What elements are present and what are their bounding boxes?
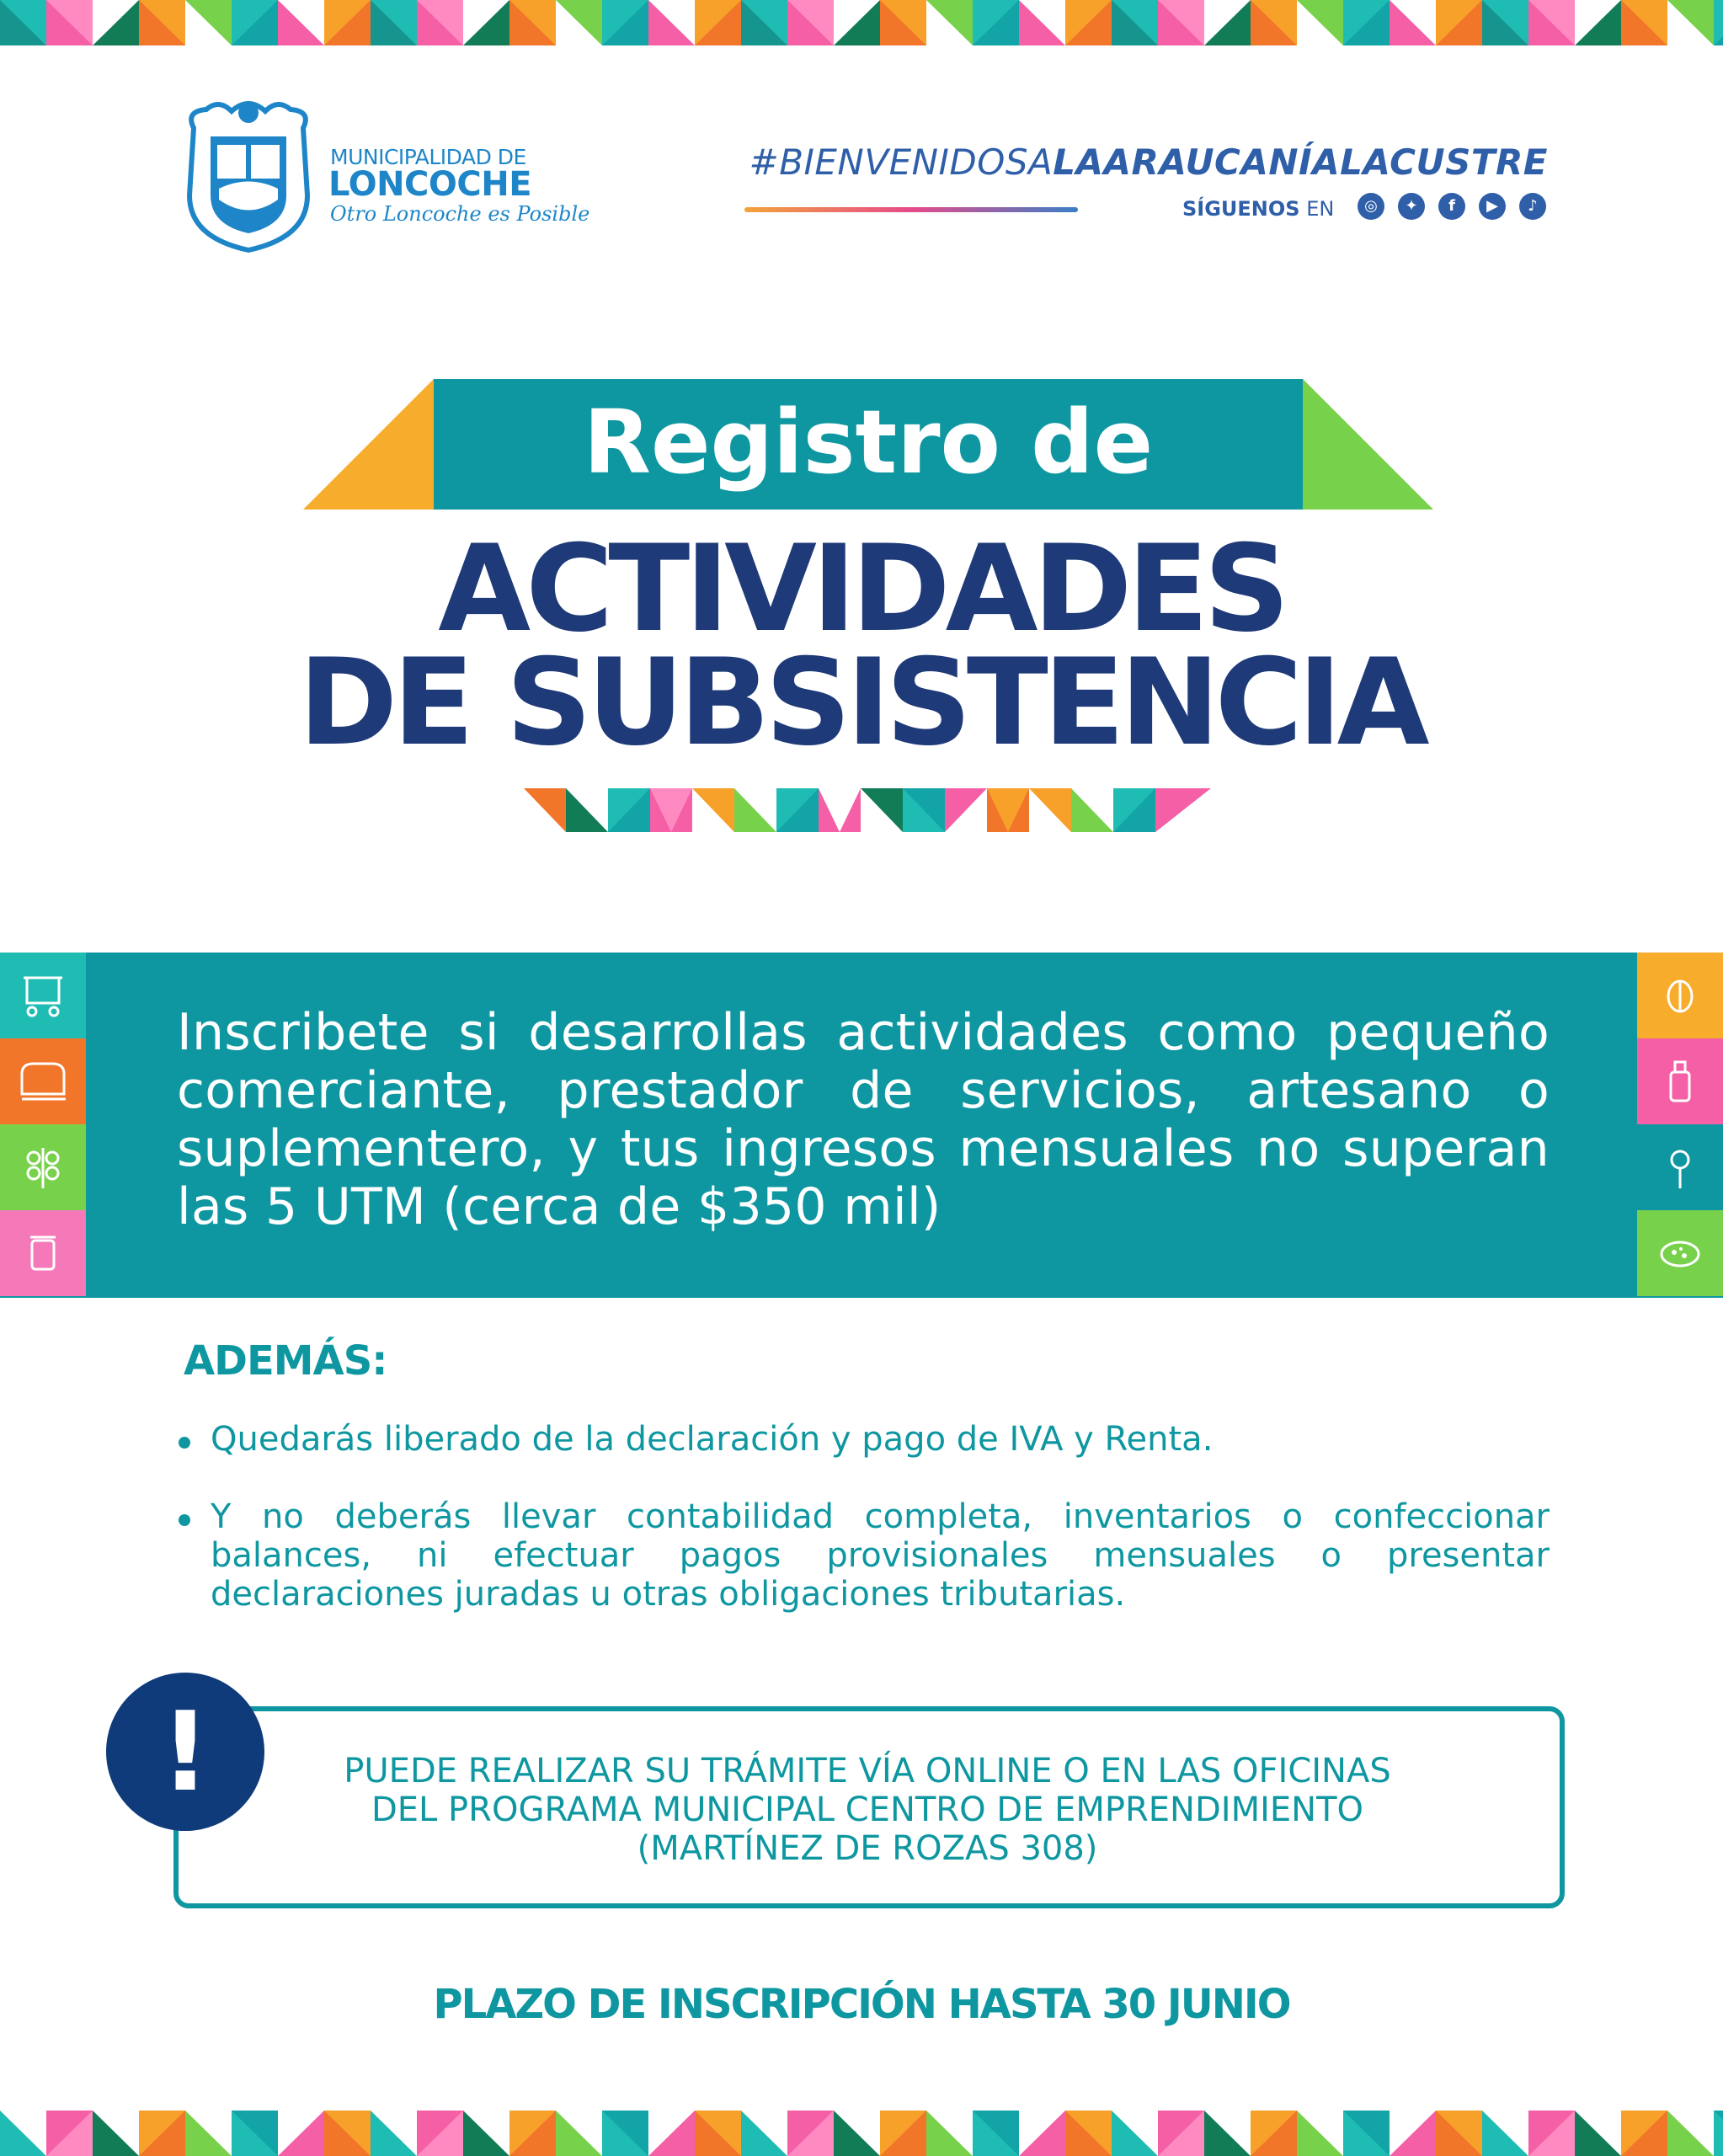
hashtag-underline [744, 207, 1078, 212]
title-actividades: ACTIVIDADES [438, 520, 1285, 659]
plant-icon [0, 1124, 86, 1210]
tiktok-icon[interactable]: ♪ [1519, 193, 1546, 220]
seed-icon [1637, 953, 1723, 1038]
list-item [179, 1420, 1551, 1462]
registration-deadline: PLAZO DE INSCRIPCIÓN HASTA 30 JUNIO [433, 1981, 1290, 2028]
municipality-tagline: Otro Loncoche es Posible [330, 202, 590, 226]
notice-text: PUEDE REALIZAR SU TRÁMITE VÍA ONLINE O EN LAS OFICINAS DEL PROGRAMA MUNICIPAL CENTRO DE EMPRENDIMIENTO (MARTÍNEZ DE ROZAS 308) [344, 1752, 1391, 1868]
list-item-text: Quedarás liberado de la declaración y pago de IVA y Renta. [211, 1420, 1214, 1459]
bullet-icon [179, 1514, 190, 1526]
youtube-icon[interactable]: ▶ [1479, 193, 1506, 220]
alert-mark: ! [160, 1688, 211, 1816]
facebook-icon[interactable]: f [1438, 193, 1465, 220]
triangle-row [524, 788, 1211, 832]
follow-bold: SÍGUENOS [1182, 197, 1300, 221]
instagram-icon[interactable]: ◎ [1358, 193, 1384, 220]
triangle-pattern-top [0, 0, 1723, 45]
intro-text: Inscribete si desarrollas actividades como pequeño comerciante, prestador de servicios, artesano o suplementero, y tus ingresos mensuales no superan las 5 UTM (cerca de $350 mil) [177, 1003, 1550, 1236]
bullet-icon [179, 1437, 190, 1449]
market-cart-icon [0, 953, 86, 1038]
ademas-heading: ADEMÁS: [184, 1337, 387, 1385]
title-registro: Registro de [583, 391, 1154, 494]
bottom-triangle-border [0, 2111, 1723, 2156]
follow-rest: EN [1299, 197, 1335, 221]
triangle-pattern-bottom [0, 2111, 1723, 2156]
title-subsistencia: DE SUBSISTENCIA [298, 633, 1425, 772]
top-triangle-border [0, 0, 1723, 45]
list-item [179, 1497, 1551, 1615]
hashtag-light: #BIENVENIDOSA [749, 141, 1054, 183]
coat-of-arms-icon [168, 94, 328, 254]
title-triangle-decoration [524, 788, 1211, 835]
hashtag-bold: LAARAUCANÍALACUSTRE [1053, 141, 1548, 183]
bottle-icon [1637, 1038, 1723, 1124]
jar-icon [0, 1210, 86, 1296]
municipality-name: LONCOCHE [328, 165, 532, 204]
follow-label [1182, 197, 1334, 221]
twitter-icon[interactable]: ✦ [1398, 193, 1425, 220]
municipality-label: MUNICIPALIDAD DE [330, 145, 526, 169]
campaign-hashtag [749, 141, 1549, 183]
list-item-text: Y no deberás llevar contabilidad completa, inventarios o confeccionar balances, ni efectuar pagos provisionales mensuales o presentar declaraciones juradas u otras obligaciones tributarias. [211, 1497, 1550, 1614]
bread-icon [0, 1038, 86, 1124]
lollipop-icon [1637, 1124, 1723, 1210]
cookie-icon [1637, 1210, 1723, 1296]
municipality-logo [168, 94, 590, 254]
